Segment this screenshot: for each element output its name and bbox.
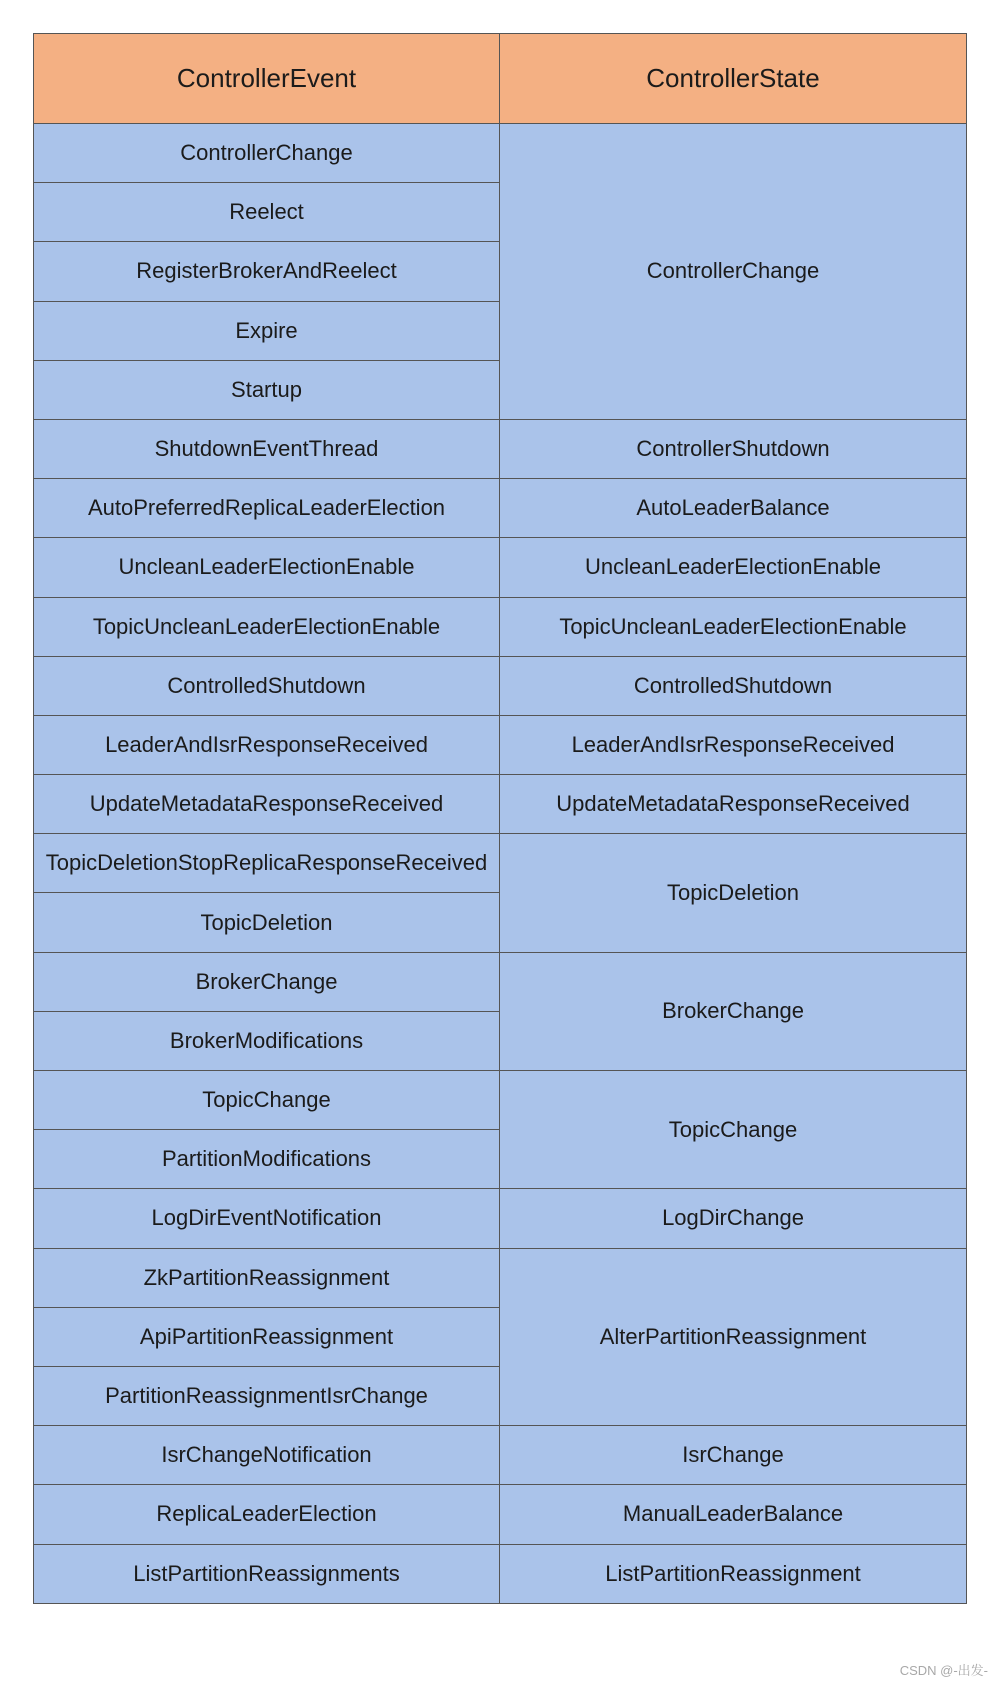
event-cell: UpdateMetadataResponseReceived bbox=[33, 774, 499, 833]
state-cell: UncleanLeaderElectionEnable bbox=[499, 537, 966, 596]
state-cell: TopicChange bbox=[499, 1070, 966, 1188]
event-cell: Expire bbox=[33, 301, 499, 360]
event-cell: ControlledShutdown bbox=[33, 656, 499, 715]
event-cell: PartitionReassignmentIsrChange bbox=[33, 1366, 499, 1425]
state-cell: LeaderAndIsrResponseReceived bbox=[499, 715, 966, 774]
event-cell: PartitionModifications bbox=[33, 1129, 499, 1188]
event-cell: IsrChangeNotification bbox=[33, 1425, 499, 1484]
state-cell: ManualLeaderBalance bbox=[499, 1484, 966, 1543]
event-cell: ApiPartitionReassignment bbox=[33, 1307, 499, 1366]
event-cell: LogDirEventNotification bbox=[33, 1188, 499, 1247]
event-cell: ListPartitionReassignments bbox=[33, 1544, 499, 1603]
state-cell: ControllerShutdown bbox=[499, 419, 966, 478]
event-cell: AutoPreferredReplicaLeaderElection bbox=[33, 478, 499, 537]
event-cell: BrokerChange bbox=[33, 952, 499, 1011]
event-cell: Startup bbox=[33, 360, 499, 419]
event-cell: ZkPartitionReassignment bbox=[33, 1248, 499, 1307]
event-cell: ShutdownEventThread bbox=[33, 419, 499, 478]
event-cell: RegisterBrokerAndReelect bbox=[33, 241, 499, 300]
state-cell: ListPartitionReassignment bbox=[499, 1544, 966, 1603]
state-cell: AutoLeaderBalance bbox=[499, 478, 966, 537]
state-cell: IsrChange bbox=[499, 1425, 966, 1484]
state-cell: AlterPartitionReassignment bbox=[499, 1248, 966, 1426]
state-cell: ControllerChange bbox=[499, 123, 966, 419]
header-controller-event: ControllerEvent bbox=[33, 33, 499, 123]
event-cell: UncleanLeaderElectionEnable bbox=[33, 537, 499, 596]
state-cell: UpdateMetadataResponseReceived bbox=[499, 774, 966, 833]
watermark: CSDN @-出发- bbox=[899, 1663, 988, 1678]
state-cell: ControlledShutdown bbox=[499, 656, 966, 715]
event-cell: LeaderAndIsrResponseReceived bbox=[33, 715, 499, 774]
event-cell: TopicChange bbox=[33, 1070, 499, 1129]
state-cell: LogDirChange bbox=[499, 1188, 966, 1247]
event-cell: ControllerChange bbox=[33, 123, 499, 182]
state-cell: TopicDeletion bbox=[499, 833, 966, 951]
state-cell: BrokerChange bbox=[499, 952, 966, 1070]
event-state-table bbox=[33, 33, 967, 1604]
event-cell: ReplicaLeaderElection bbox=[33, 1484, 499, 1543]
event-cell: TopicDeletionStopReplicaResponseReceived bbox=[33, 833, 499, 892]
header-controller-state: ControllerState bbox=[499, 33, 966, 123]
event-cell: BrokerModifications bbox=[33, 1011, 499, 1070]
event-cell: TopicUncleanLeaderElectionEnable bbox=[33, 597, 499, 656]
state-cell: TopicUncleanLeaderElectionEnable bbox=[499, 597, 966, 656]
event-cell: TopicDeletion bbox=[33, 892, 499, 951]
event-cell: Reelect bbox=[33, 182, 499, 241]
